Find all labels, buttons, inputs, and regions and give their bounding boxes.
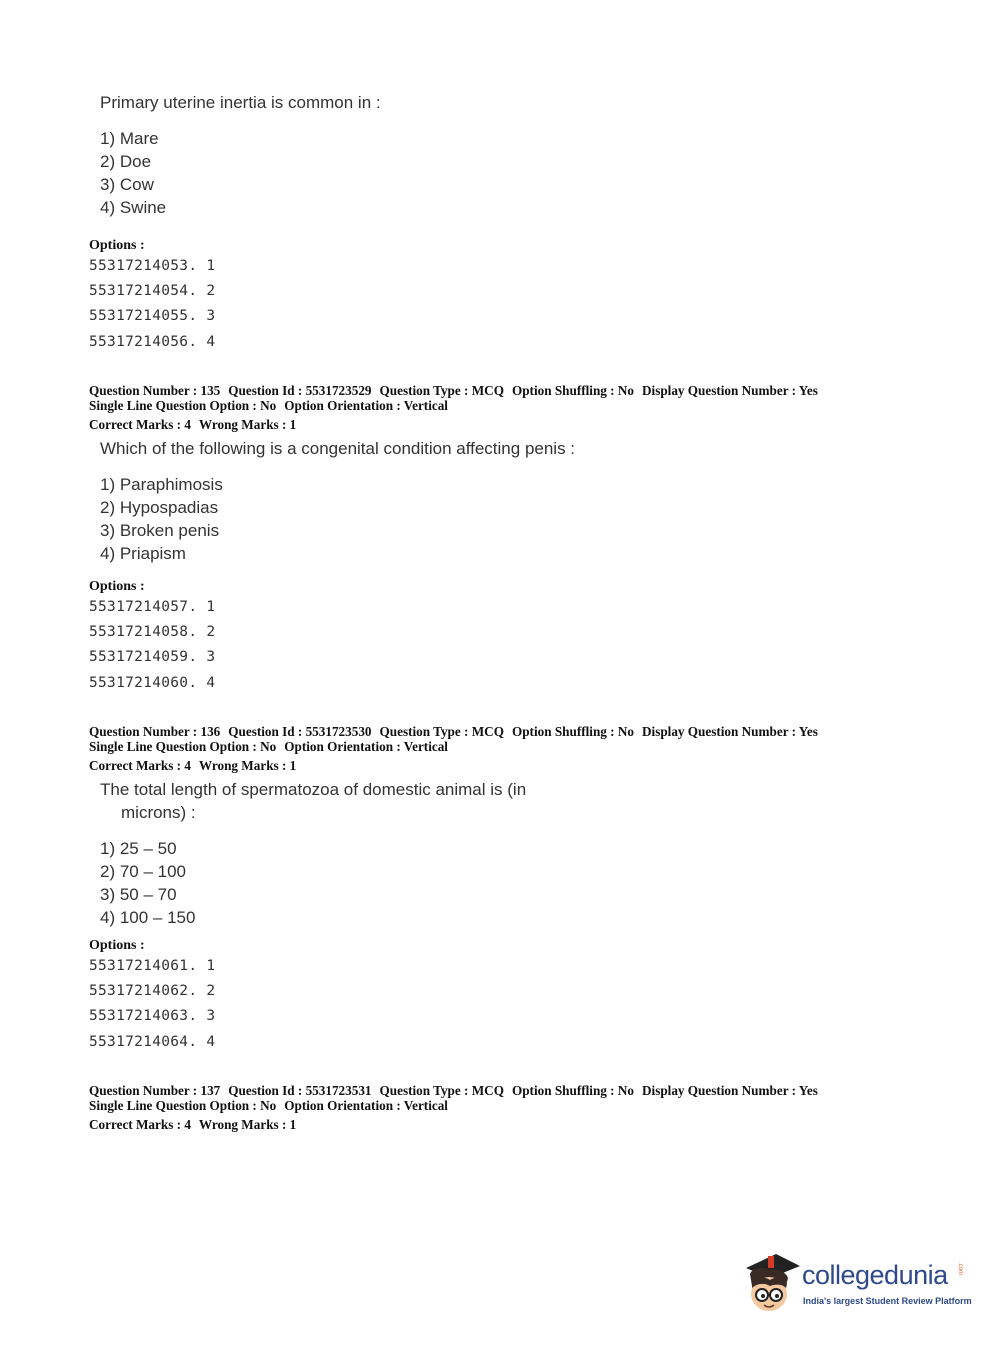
options-label: Options : xyxy=(89,938,145,953)
answer-choice: 3) Broken penis xyxy=(100,521,220,540)
meta-field: Question Type : MCQ xyxy=(379,724,504,739)
meta-field: Wrong Marks : 1 xyxy=(198,417,297,432)
question-text xyxy=(100,778,526,824)
meta-field: Option Shuffling : No xyxy=(511,724,634,739)
answer-choice: 1) Paraphimosis xyxy=(100,475,223,494)
answer-choice: 3) 50 – 70 xyxy=(100,885,177,904)
meta-field: Question Id : 5531723530 xyxy=(228,724,372,739)
meta-field: Question Type : MCQ xyxy=(379,1083,504,1098)
question-meta-line xyxy=(89,1098,456,1114)
option-id: 55317214061. 1 xyxy=(89,958,216,974)
collegedunia-logo xyxy=(742,1250,972,1320)
option-id: 55317214053. 1 xyxy=(89,258,216,274)
meta-field: Option Orientation : Vertical xyxy=(284,1098,448,1113)
answer-choice: 1) Mare xyxy=(100,129,159,148)
question-marks-line xyxy=(89,758,304,774)
answer-choice: 2) Hypospadias xyxy=(100,498,219,517)
meta-field: Single Line Question Option : No xyxy=(89,398,277,413)
meta-field: Question Number : 135 xyxy=(89,383,221,398)
option-id: 55317214059. 3 xyxy=(89,649,216,665)
answer-choice: 2) Doe xyxy=(100,152,152,171)
meta-field: Wrong Marks : 1 xyxy=(198,758,297,773)
logo-wordmark: collegedunia xyxy=(802,1260,948,1290)
meta-field: Question Type : MCQ xyxy=(379,383,504,398)
meta-field: Question Id : 5531723529 xyxy=(228,383,372,398)
options-label: Options : xyxy=(89,579,145,594)
option-id: 55317214056. 4 xyxy=(89,334,216,350)
meta-field: Option Shuffling : No xyxy=(511,1083,634,1098)
options-label: Options : xyxy=(89,238,145,253)
meta-field: Question Number : 136 xyxy=(89,724,221,739)
logo-dotcom: .com xyxy=(957,1262,963,1276)
question-text: Primary uterine inertia is common in : xyxy=(100,93,381,112)
answer-choice: 2) 70 – 100 xyxy=(100,862,187,881)
meta-field: Correct Marks : 4 xyxy=(89,758,191,773)
meta-field: Question Id : 5531723531 xyxy=(228,1083,372,1098)
question-meta-line xyxy=(89,398,456,414)
question-meta-line xyxy=(89,739,456,755)
option-id: 55317214057. 1 xyxy=(89,599,216,615)
meta-field: Display Question Number : Yes xyxy=(642,1083,818,1098)
option-id: 55317214064. 4 xyxy=(89,1034,216,1050)
option-id: 55317214055. 3 xyxy=(89,308,216,324)
question-text-line: microns) : xyxy=(121,803,196,822)
answer-choice: 3) Cow xyxy=(100,175,154,194)
question-text: Which of the following is a congenital condition affecting penis : xyxy=(100,439,576,458)
mascot-graduate-icon xyxy=(742,1250,802,1320)
meta-field: Wrong Marks : 1 xyxy=(198,1117,297,1132)
meta-field: Display Question Number : Yes xyxy=(642,383,818,398)
answer-choice: 4) Priapism xyxy=(100,544,186,563)
option-id: 55317214058. 2 xyxy=(89,624,216,640)
meta-field: Single Line Question Option : No xyxy=(89,739,277,754)
option-id: 55317214054. 2 xyxy=(89,283,216,299)
meta-field: Correct Marks : 4 xyxy=(89,1117,191,1132)
option-id: 55317214063. 3 xyxy=(89,1008,216,1024)
meta-field: Option Shuffling : No xyxy=(511,383,634,398)
question-meta-line xyxy=(89,383,826,399)
logo-tagline: India's largest Student Review Platform xyxy=(803,1296,972,1306)
option-id: 55317214060. 4 xyxy=(89,675,216,691)
question-text-line: The total length of spermatozoa of domestic animal is (in xyxy=(100,780,527,799)
meta-field: Option Orientation : Vertical xyxy=(284,398,448,413)
answer-choice: 4) 100 – 150 xyxy=(100,908,196,927)
question-meta-line xyxy=(89,1083,826,1099)
meta-field: Single Line Question Option : No xyxy=(89,1098,277,1113)
question-meta-line xyxy=(89,724,826,740)
meta-field: Option Orientation : Vertical xyxy=(284,739,448,754)
option-id: 55317214062. 2 xyxy=(89,983,216,999)
answer-choice: 1) 25 – 50 xyxy=(100,839,177,858)
answer-choice: 4) Swine xyxy=(100,198,167,217)
question-marks-line xyxy=(89,1117,304,1133)
meta-field: Correct Marks : 4 xyxy=(89,417,191,432)
question-marks-line xyxy=(89,417,304,433)
meta-field: Display Question Number : Yes xyxy=(642,724,818,739)
meta-field: Question Number : 137 xyxy=(89,1083,221,1098)
